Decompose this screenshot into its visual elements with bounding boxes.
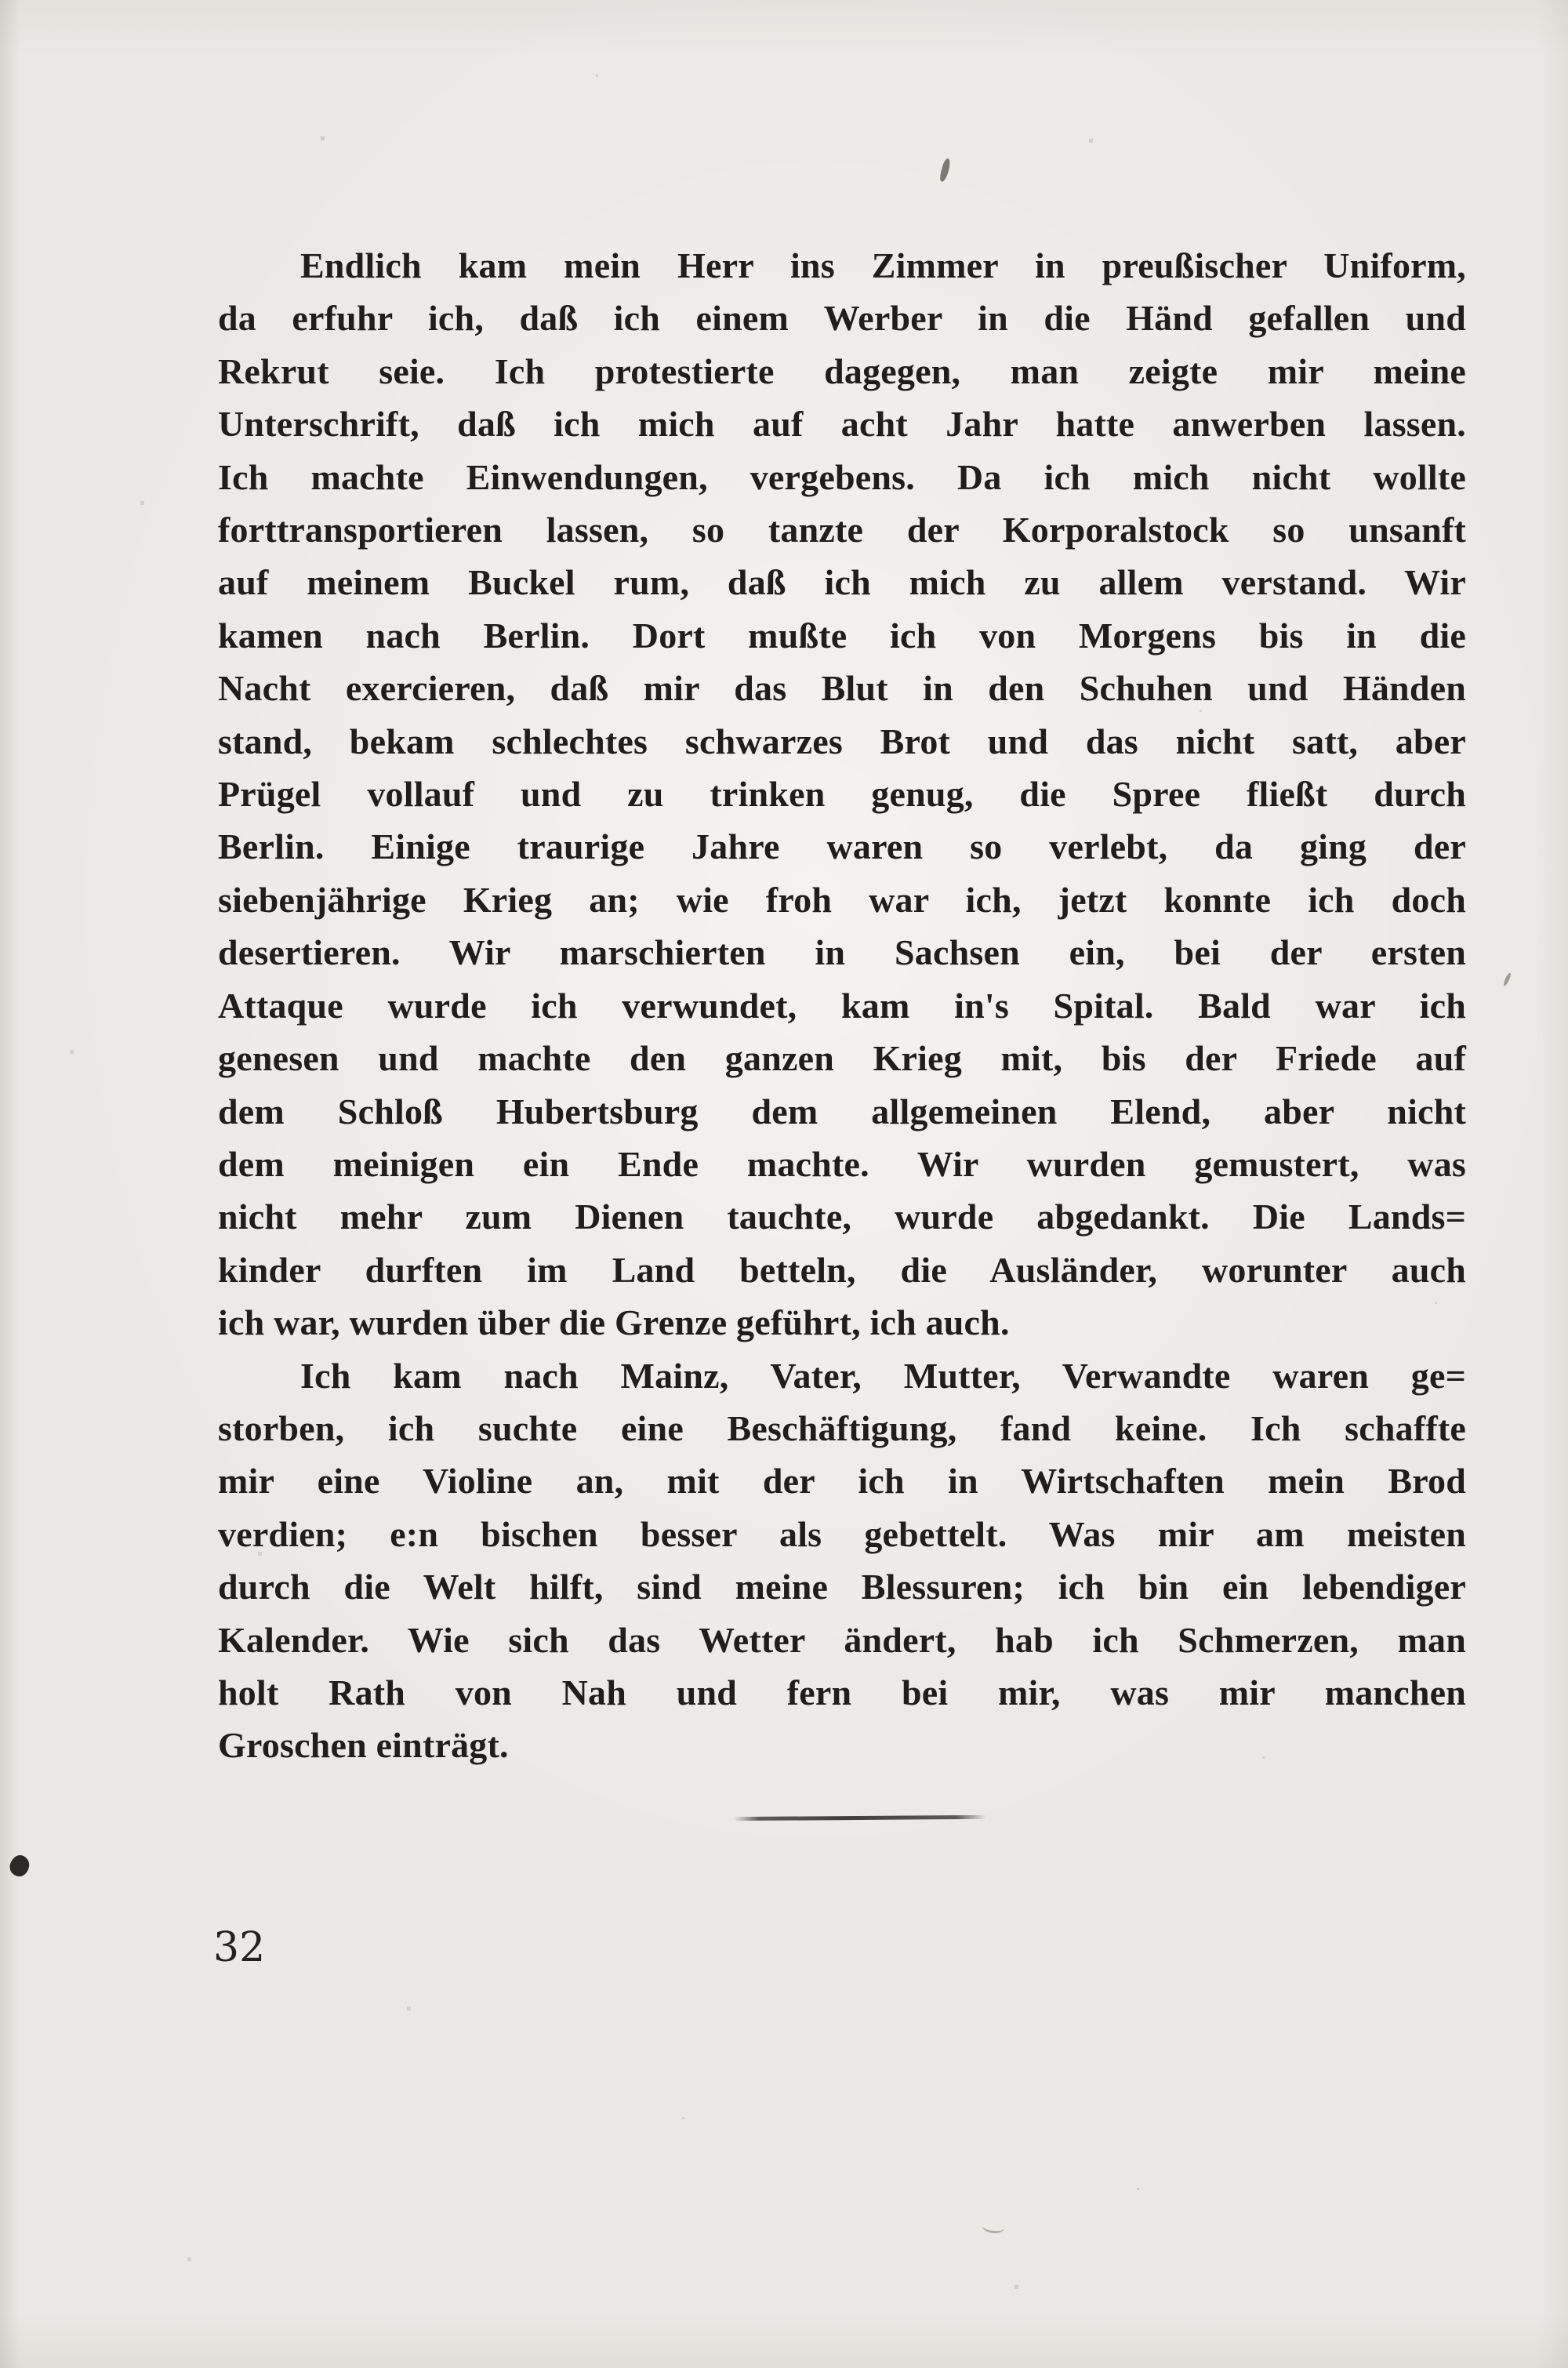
text-line: kinder durften im Land betteln, die Ausländer, worunter auch [218,1249,1466,1290]
ink-speck-top [939,158,952,182]
text-line: Rekrut seie. Ich protestierte dagegen, man zeigte mir meine [218,350,1466,391]
text-line: da erfuhr ich, daß ich einem Werber in die Händ gefallen und [218,298,1466,339]
text-line: Prügel vollauf und zu trinken genug, die Spree fließt durch [218,774,1466,815]
text-line: nicht mehr zum Dienen tauchte, wurde abgedankt. Die Lands= [218,1197,1466,1237]
text-line: siebenjährige Krieg an; wie froh war ich, jetzt konnte ich doch [218,879,1466,920]
text-line: Kalender. Wie sich das Wetter ändert, hab ich Schmerzen, man [218,1619,1466,1660]
text-line: Berlin. Einige traurige Jahre waren so verlebt, da ging der [218,826,1466,867]
text-line: ich war, wurden über die Grenze geführt, ich auch. [218,1302,1010,1343]
ink-speck-right [1502,972,1512,986]
text-line: genesen und machte den ganzen Krieg mit, bis der Friede auf [218,1038,1466,1079]
text-block [218,239,1466,1772]
text-line: Attaque wurde ich verwundet, kam in's Spital. Bald war ich [218,985,1466,1026]
text-line: dem Schloß Hubertsburg dem allgemeinen Elend, aber nicht [218,1091,1466,1131]
text-line: forttransportieren lassen, so tanzte der Korporalstock so unsanft [218,510,1466,550]
ink-blot-left-margin [7,1853,31,1879]
text-line: Ich machte Einwendungen, vergebens. Da ich mich nicht wollte [218,456,1466,497]
text-line: verdien; e:n bischen besser als gebettelt. Was mir am meisten [218,1513,1466,1554]
text-line: Nacht exercieren, daß mir das Blut in den Schuhen und Händen [218,668,1466,709]
text-line: durch die Welt hilft, sind meine Blessuren; ich bin ein lebendiger [218,1567,1466,1607]
text-line: dem meinigen ein Ende machte. Wir wurden gemustert, was [218,1143,1466,1184]
text-line: storben, ich suchte eine Beschäftigung, fand keine. Ich schaffte [218,1407,1466,1448]
text-line: Unterschrift, daß ich mich auf acht Jahr hatte anwerben lassen. [218,404,1466,445]
text-line: Groschen einträgt. [218,1725,509,1766]
text-line: desertieren. Wir marschierten in Sachsen ein, bei der ersten [218,932,1466,973]
text-line: mir eine Violine an, mit der ich in Wirtschaften mein Brod [218,1461,1466,1502]
paragraph [218,239,1466,1349]
text-line: kamen nach Berlin. Dort mußte ich von Morgens bis in die [218,615,1466,656]
section-divider [734,1815,986,1821]
text-line: stand, bekam schlechtes schwarzes Brot und das nicht satt, aber [218,721,1466,761]
text-line: holt Rath von Nah und fern bei mir, was mir manchen [218,1672,1466,1712]
page-number: 32 [213,1924,266,1971]
text-line: Endlich kam mein Herr ins Zimmer in preußischer Uniform, [300,245,1466,285]
ink-speck-bottom [982,2221,1004,2235]
text-line: Ich kam nach Mainz, Vater, Mutter, Verwandte waren ge= [300,1355,1466,1396]
paragraph [218,1349,1466,1772]
text-line: auf meinem Buckel rum, daß ich mich zu allem verstand. Wir [218,562,1466,603]
paper-texture [0,0,2,2]
